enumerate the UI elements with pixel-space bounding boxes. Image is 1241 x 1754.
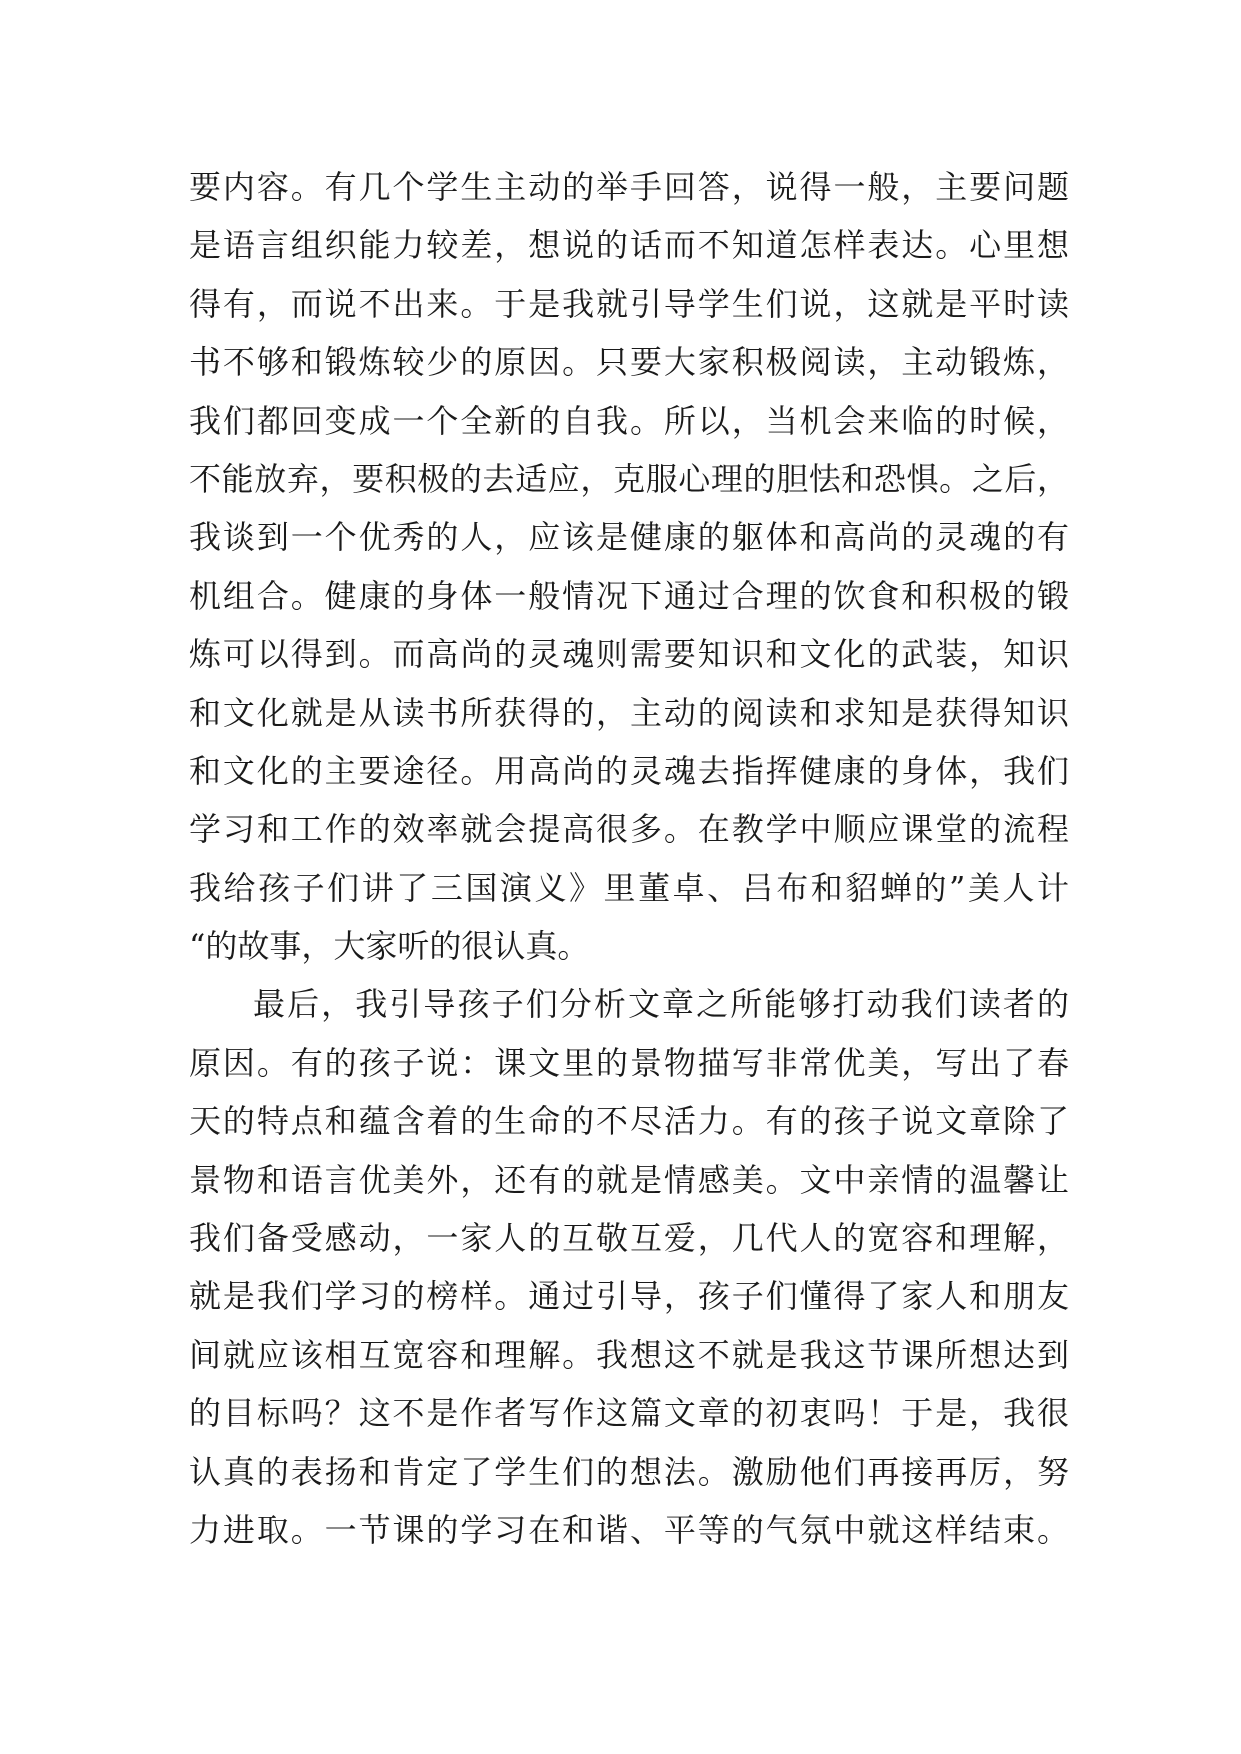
text-line: 最后，我引导孩子们分析文章之所能够打动我们读者的 bbox=[253, 985, 1069, 1024]
text-line: 我谈到一个优秀的人，应该是健康的躯体和高尚的灵魂的有 bbox=[189, 518, 1069, 557]
text-line: 认真的表扬和肯定了学生们的想法。激励他们再接再厉，努 bbox=[189, 1452, 1069, 1491]
text-line: “的故事，大家听的很认真。 bbox=[189, 927, 590, 966]
text-line: 我们都回变成一个全新的自我。所以，当机会来临的时候， bbox=[189, 401, 1069, 440]
text-line: 得有，而说不出来。于是我就引导学生们说，这就是平时读 bbox=[189, 284, 1069, 323]
text-line: 我给孩子们讲了三国演义》里董卓、吕布和貂蝉的”美人计 bbox=[189, 868, 1069, 907]
paragraph-1 bbox=[189, 158, 1069, 975]
text-line: 我们备受感动，一家人的互敬互爱，几代人的宽容和理解， bbox=[189, 1219, 1069, 1258]
text-line: 和文化的主要途径。用高尚的灵魂去指挥健康的身体，我们 bbox=[189, 751, 1069, 790]
text-line: 学习和工作的效率就会提高很多。在教学中顺应课堂的流程 bbox=[189, 810, 1069, 849]
paragraph-2 bbox=[189, 975, 1069, 1559]
text-line: 的目标吗？这不是作者写作这篇文章的初衷吗！于是，我很 bbox=[189, 1394, 1069, 1433]
text-line: 间就应该相互宽容和理解。我想这不就是我这节课所想达到 bbox=[189, 1335, 1069, 1374]
text-line: 景物和语言优美外，还有的就是情感美。文中亲情的温馨让 bbox=[189, 1160, 1069, 1199]
text-line: 机组合。健康的身体一般情况下通过合理的饮食和积极的锻 bbox=[189, 576, 1069, 615]
text-line: 是语言组织能力较差，想说的话而不知道怎样表达。心里想 bbox=[189, 226, 1069, 265]
text-line: 书不够和锻炼较少的原因。只要大家积极阅读，主动锻炼， bbox=[189, 343, 1069, 382]
text-line: 和文化就是从读书所获得的，主动的阅读和求知是获得知识 bbox=[189, 693, 1069, 732]
body-text bbox=[189, 158, 1069, 1559]
text-line: 就是我们学习的榜样。通过引导，孩子们懂得了家人和朋友 bbox=[189, 1277, 1069, 1316]
text-line: 炼可以得到。而高尚的灵魂则需要知识和文化的武装，知识 bbox=[189, 635, 1069, 674]
text-line: 天的特点和蕴含着的生命的不尽活力。有的孩子说文章除了 bbox=[189, 1102, 1069, 1141]
text-line: 力进取。一节课的学习在和谐、平等的气氛中就这样结束。 bbox=[189, 1510, 1069, 1549]
text-line: 要内容。有几个学生主动的举手回答，说得一般，主要问题 bbox=[189, 168, 1069, 206]
text-line: 原因。有的孩子说：课文里的景物描写非常优美，写出了春 bbox=[189, 1043, 1069, 1082]
text-line: 不能放弃，要积极的去适应，克服心理的胆怯和恐惧。之后， bbox=[189, 459, 1069, 498]
